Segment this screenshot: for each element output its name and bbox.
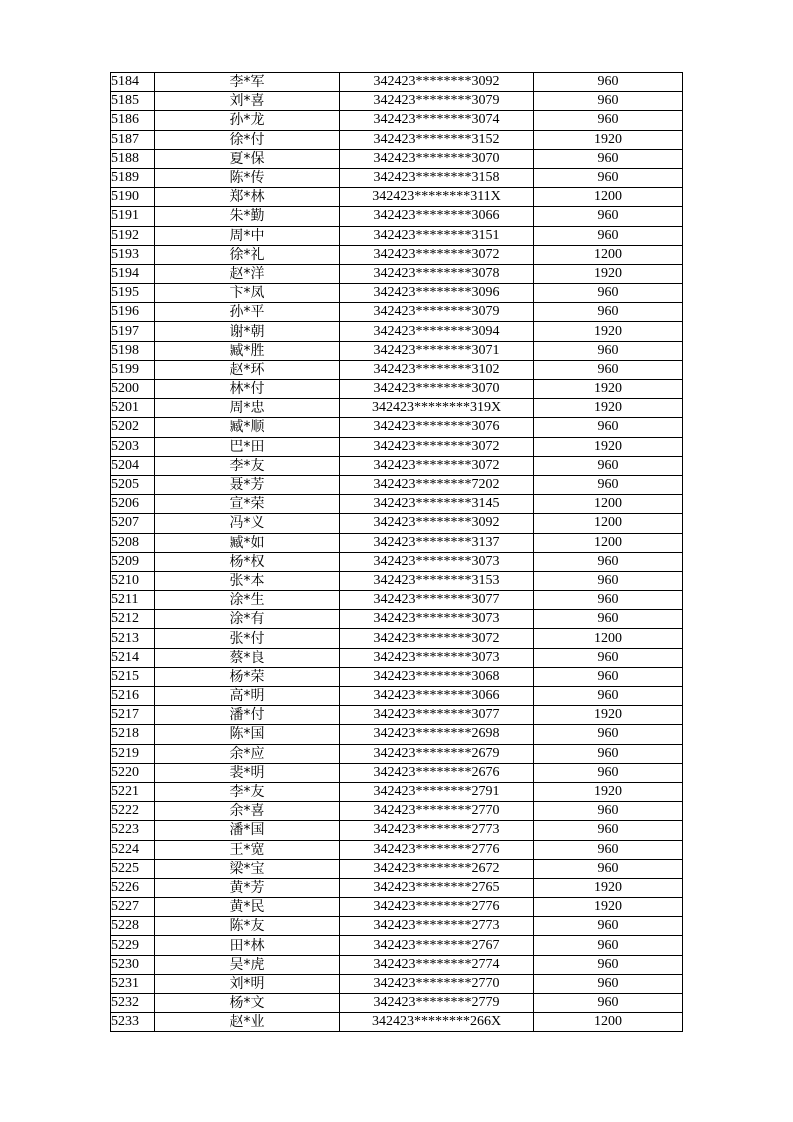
- id-number-cell: 342423********3073: [340, 552, 534, 571]
- table-row: [111, 552, 683, 571]
- subsidy-table: [110, 72, 683, 1032]
- row-number-cell: 5186: [111, 111, 155, 130]
- id-number-cell: 342423********3145: [340, 495, 534, 514]
- name-cell: 王*宽: [155, 840, 340, 859]
- table-row: [111, 207, 683, 226]
- amount-cell: 960: [534, 648, 683, 667]
- name-cell: 张*付: [155, 629, 340, 648]
- name-cell: 徐*付: [155, 130, 340, 149]
- table-row: [111, 149, 683, 168]
- amount-cell: 960: [534, 207, 683, 226]
- table-row: [111, 73, 683, 92]
- id-number-cell: 342423********7202: [340, 475, 534, 494]
- id-number-cell: 342423********2776: [340, 840, 534, 859]
- name-cell: 吴*虎: [155, 955, 340, 974]
- amount-cell: 960: [534, 303, 683, 322]
- row-number-cell: 5227: [111, 898, 155, 917]
- id-number-cell: 342423********2672: [340, 859, 534, 878]
- name-cell: 孙*龙: [155, 111, 340, 130]
- name-cell: 黄*芳: [155, 878, 340, 897]
- amount-cell: 960: [534, 936, 683, 955]
- name-cell: 林*付: [155, 380, 340, 399]
- amount-cell: 960: [534, 360, 683, 379]
- table-row: [111, 437, 683, 456]
- name-cell: 陈*友: [155, 917, 340, 936]
- row-number-cell: 5222: [111, 802, 155, 821]
- name-cell: 李*友: [155, 782, 340, 801]
- id-number-cell: 342423********3066: [340, 207, 534, 226]
- name-cell: 余*应: [155, 744, 340, 763]
- id-number-cell: 342423********3079: [340, 92, 534, 111]
- amount-cell: 960: [534, 667, 683, 686]
- table-row: [111, 763, 683, 782]
- table-row: [111, 974, 683, 993]
- row-number-cell: 5209: [111, 552, 155, 571]
- table-row: [111, 380, 683, 399]
- amount-cell: 1920: [534, 437, 683, 456]
- amount-cell: 960: [534, 955, 683, 974]
- id-number-cell: 342423********266X: [340, 1013, 534, 1032]
- name-cell: 夏*保: [155, 149, 340, 168]
- table-row: [111, 92, 683, 111]
- table-row: [111, 994, 683, 1013]
- table-row: [111, 571, 683, 590]
- name-cell: 余*喜: [155, 802, 340, 821]
- table-row: [111, 878, 683, 897]
- name-cell: 郑*林: [155, 188, 340, 207]
- table-row: [111, 226, 683, 245]
- name-cell: 聂*芳: [155, 475, 340, 494]
- amount-cell: 1920: [534, 399, 683, 418]
- amount-cell: 1920: [534, 898, 683, 917]
- table-row: [111, 591, 683, 610]
- name-cell: 冯*义: [155, 514, 340, 533]
- amount-cell: 1200: [534, 1013, 683, 1032]
- id-number-cell: 342423********3077: [340, 706, 534, 725]
- table-row: [111, 706, 683, 725]
- id-number-cell: 342423********3073: [340, 648, 534, 667]
- table-row: [111, 917, 683, 936]
- row-number-cell: 5203: [111, 437, 155, 456]
- amount-cell: 960: [534, 994, 683, 1013]
- id-number-cell: 342423********3096: [340, 284, 534, 303]
- amount-cell: 960: [534, 859, 683, 878]
- name-cell: 梁*宝: [155, 859, 340, 878]
- table-row: [111, 495, 683, 514]
- name-cell: 蔡*良: [155, 648, 340, 667]
- table-body: [111, 73, 683, 1032]
- id-number-cell: 342423********2770: [340, 802, 534, 821]
- table-row: [111, 245, 683, 264]
- row-number-cell: 5187: [111, 130, 155, 149]
- row-number-cell: 5207: [111, 514, 155, 533]
- id-number-cell: 342423********2773: [340, 821, 534, 840]
- name-cell: 李*军: [155, 73, 340, 92]
- id-number-cell: 342423********3077: [340, 591, 534, 610]
- name-cell: 赵*环: [155, 360, 340, 379]
- amount-cell: 960: [534, 92, 683, 111]
- table-row: [111, 399, 683, 418]
- name-cell: 张*本: [155, 571, 340, 590]
- id-number-cell: 342423********2767: [340, 936, 534, 955]
- id-number-cell: 342423********3092: [340, 73, 534, 92]
- row-number-cell: 5188: [111, 149, 155, 168]
- id-number-cell: 342423********3078: [340, 264, 534, 283]
- id-number-cell: 342423********3068: [340, 667, 534, 686]
- amount-cell: 960: [534, 974, 683, 993]
- row-number-cell: 5225: [111, 859, 155, 878]
- table-row: [111, 610, 683, 629]
- row-number-cell: 5199: [111, 360, 155, 379]
- row-number-cell: 5206: [111, 495, 155, 514]
- amount-cell: 1920: [534, 130, 683, 149]
- name-cell: 杨*文: [155, 994, 340, 1013]
- id-number-cell: 342423********2676: [340, 763, 534, 782]
- name-cell: 陈*国: [155, 725, 340, 744]
- table-row: [111, 936, 683, 955]
- amount-cell: 960: [534, 418, 683, 437]
- id-number-cell: 342423********3073: [340, 610, 534, 629]
- table-row: [111, 533, 683, 552]
- name-cell: 臧*如: [155, 533, 340, 552]
- id-number-cell: 342423********3072: [340, 629, 534, 648]
- table-row: [111, 648, 683, 667]
- name-cell: 赵*业: [155, 1013, 340, 1032]
- row-number-cell: 5214: [111, 648, 155, 667]
- row-number-cell: 5194: [111, 264, 155, 283]
- amount-cell: 960: [534, 917, 683, 936]
- amount-cell: 960: [534, 840, 683, 859]
- table-row: [111, 341, 683, 360]
- amount-cell: 960: [534, 475, 683, 494]
- amount-cell: 1200: [534, 629, 683, 648]
- name-cell: 李*友: [155, 456, 340, 475]
- amount-cell: 960: [534, 744, 683, 763]
- id-number-cell: 342423********3076: [340, 418, 534, 437]
- amount-cell: 960: [534, 802, 683, 821]
- id-number-cell: 342423********2779: [340, 994, 534, 1013]
- name-cell: 潘*付: [155, 706, 340, 725]
- row-number-cell: 5229: [111, 936, 155, 955]
- amount-cell: 1920: [534, 878, 683, 897]
- table-row: [111, 284, 683, 303]
- row-number-cell: 5202: [111, 418, 155, 437]
- name-cell: 谢*朝: [155, 322, 340, 341]
- name-cell: 潘*国: [155, 821, 340, 840]
- amount-cell: 1920: [534, 322, 683, 341]
- row-number-cell: 5204: [111, 456, 155, 475]
- amount-cell: 960: [534, 821, 683, 840]
- name-cell: 徐*礼: [155, 245, 340, 264]
- row-number-cell: 5215: [111, 667, 155, 686]
- name-cell: 卞*凤: [155, 284, 340, 303]
- table-row: [111, 456, 683, 475]
- table-row: [111, 1013, 683, 1032]
- name-cell: 高*明: [155, 687, 340, 706]
- table-row: [111, 168, 683, 187]
- id-number-cell: 342423********2791: [340, 782, 534, 801]
- table-row: [111, 475, 683, 494]
- amount-cell: 960: [534, 725, 683, 744]
- id-number-cell: 342423********3153: [340, 571, 534, 590]
- row-number-cell: 5231: [111, 974, 155, 993]
- name-cell: 涂*有: [155, 610, 340, 629]
- id-number-cell: 342423********3092: [340, 514, 534, 533]
- table-row: [111, 744, 683, 763]
- table-row: [111, 188, 683, 207]
- row-number-cell: 5217: [111, 706, 155, 725]
- id-number-cell: 342423********3072: [340, 437, 534, 456]
- row-number-cell: 5184: [111, 73, 155, 92]
- id-number-cell: 342423********3102: [340, 360, 534, 379]
- amount-cell: 960: [534, 168, 683, 187]
- table-row: [111, 782, 683, 801]
- name-cell: 杨*荣: [155, 667, 340, 686]
- id-number-cell: 342423********319X: [340, 399, 534, 418]
- name-cell: 陈*传: [155, 168, 340, 187]
- table-row: [111, 629, 683, 648]
- row-number-cell: 5185: [111, 92, 155, 111]
- id-number-cell: 342423********3152: [340, 130, 534, 149]
- row-number-cell: 5201: [111, 399, 155, 418]
- name-cell: 周*忠: [155, 399, 340, 418]
- name-cell: 赵*洋: [155, 264, 340, 283]
- amount-cell: 1920: [534, 380, 683, 399]
- table-row: [111, 859, 683, 878]
- table-row: [111, 667, 683, 686]
- row-number-cell: 5212: [111, 610, 155, 629]
- row-number-cell: 5200: [111, 380, 155, 399]
- table-row: [111, 802, 683, 821]
- table-row: [111, 514, 683, 533]
- id-number-cell: 342423********3070: [340, 149, 534, 168]
- name-cell: 田*林: [155, 936, 340, 955]
- table-row: [111, 264, 683, 283]
- amount-cell: 960: [534, 341, 683, 360]
- id-number-cell: 342423********3079: [340, 303, 534, 322]
- amount-cell: 960: [534, 571, 683, 590]
- amount-cell: 1920: [534, 264, 683, 283]
- row-number-cell: 5228: [111, 917, 155, 936]
- amount-cell: 1920: [534, 706, 683, 725]
- table-row: [111, 303, 683, 322]
- amount-cell: 960: [534, 591, 683, 610]
- id-number-cell: 342423********3070: [340, 380, 534, 399]
- id-number-cell: 342423********311X: [340, 188, 534, 207]
- table-row: [111, 898, 683, 917]
- name-cell: 刘*明: [155, 974, 340, 993]
- amount-cell: 1200: [534, 533, 683, 552]
- row-number-cell: 5191: [111, 207, 155, 226]
- table-row: [111, 725, 683, 744]
- id-number-cell: 342423********2770: [340, 974, 534, 993]
- row-number-cell: 5198: [111, 341, 155, 360]
- table-row: [111, 687, 683, 706]
- amount-cell: 960: [534, 73, 683, 92]
- id-number-cell: 342423********3072: [340, 456, 534, 475]
- name-cell: 周*中: [155, 226, 340, 245]
- table-row: [111, 418, 683, 437]
- table-row: [111, 322, 683, 341]
- amount-cell: 960: [534, 687, 683, 706]
- row-number-cell: 5195: [111, 284, 155, 303]
- name-cell: 宣*荣: [155, 495, 340, 514]
- amount-cell: 960: [534, 610, 683, 629]
- id-number-cell: 342423********3071: [340, 341, 534, 360]
- row-number-cell: 5189: [111, 168, 155, 187]
- id-number-cell: 342423********3151: [340, 226, 534, 245]
- row-number-cell: 5224: [111, 840, 155, 859]
- id-number-cell: 342423********3094: [340, 322, 534, 341]
- row-number-cell: 5219: [111, 744, 155, 763]
- amount-cell: 1920: [534, 782, 683, 801]
- row-number-cell: 5197: [111, 322, 155, 341]
- name-cell: 黄*民: [155, 898, 340, 917]
- amount-cell: 960: [534, 284, 683, 303]
- name-cell: 臧*胜: [155, 341, 340, 360]
- name-cell: 朱*勤: [155, 207, 340, 226]
- row-number-cell: 5190: [111, 188, 155, 207]
- amount-cell: 960: [534, 149, 683, 168]
- row-number-cell: 5213: [111, 629, 155, 648]
- amount-cell: 1200: [534, 514, 683, 533]
- id-number-cell: 342423********3072: [340, 245, 534, 264]
- row-number-cell: 5208: [111, 533, 155, 552]
- row-number-cell: 5196: [111, 303, 155, 322]
- table-row: [111, 360, 683, 379]
- amount-cell: 1200: [534, 495, 683, 514]
- name-cell: 臧*顺: [155, 418, 340, 437]
- row-number-cell: 5226: [111, 878, 155, 897]
- id-number-cell: 342423********3158: [340, 168, 534, 187]
- name-cell: 裴*明: [155, 763, 340, 782]
- id-number-cell: 342423********2679: [340, 744, 534, 763]
- row-number-cell: 5211: [111, 591, 155, 610]
- table-row: [111, 111, 683, 130]
- row-number-cell: 5221: [111, 782, 155, 801]
- id-number-cell: 342423********2773: [340, 917, 534, 936]
- table-row: [111, 130, 683, 149]
- table-row: [111, 821, 683, 840]
- row-number-cell: 5192: [111, 226, 155, 245]
- row-number-cell: 5216: [111, 687, 155, 706]
- id-number-cell: 342423********2698: [340, 725, 534, 744]
- amount-cell: 960: [534, 226, 683, 245]
- row-number-cell: 5220: [111, 763, 155, 782]
- row-number-cell: 5232: [111, 994, 155, 1013]
- id-number-cell: 342423********3074: [340, 111, 534, 130]
- row-number-cell: 5230: [111, 955, 155, 974]
- table-row: [111, 955, 683, 974]
- amount-cell: 960: [534, 456, 683, 475]
- row-number-cell: 5210: [111, 571, 155, 590]
- name-cell: 杨*权: [155, 552, 340, 571]
- row-number-cell: 5233: [111, 1013, 155, 1032]
- name-cell: 孙*平: [155, 303, 340, 322]
- name-cell: 刘*喜: [155, 92, 340, 111]
- table-row: [111, 840, 683, 859]
- id-number-cell: 342423********2765: [340, 878, 534, 897]
- name-cell: 涂*生: [155, 591, 340, 610]
- row-number-cell: 5223: [111, 821, 155, 840]
- id-number-cell: 342423********3066: [340, 687, 534, 706]
- id-number-cell: 342423********3137: [340, 533, 534, 552]
- amount-cell: 1200: [534, 245, 683, 264]
- amount-cell: 960: [534, 763, 683, 782]
- row-number-cell: 5193: [111, 245, 155, 264]
- amount-cell: 960: [534, 552, 683, 571]
- amount-cell: 960: [534, 111, 683, 130]
- row-number-cell: 5218: [111, 725, 155, 744]
- amount-cell: 1200: [534, 188, 683, 207]
- row-number-cell: 5205: [111, 475, 155, 494]
- id-number-cell: 342423********2774: [340, 955, 534, 974]
- id-number-cell: 342423********2776: [340, 898, 534, 917]
- name-cell: 巴*田: [155, 437, 340, 456]
